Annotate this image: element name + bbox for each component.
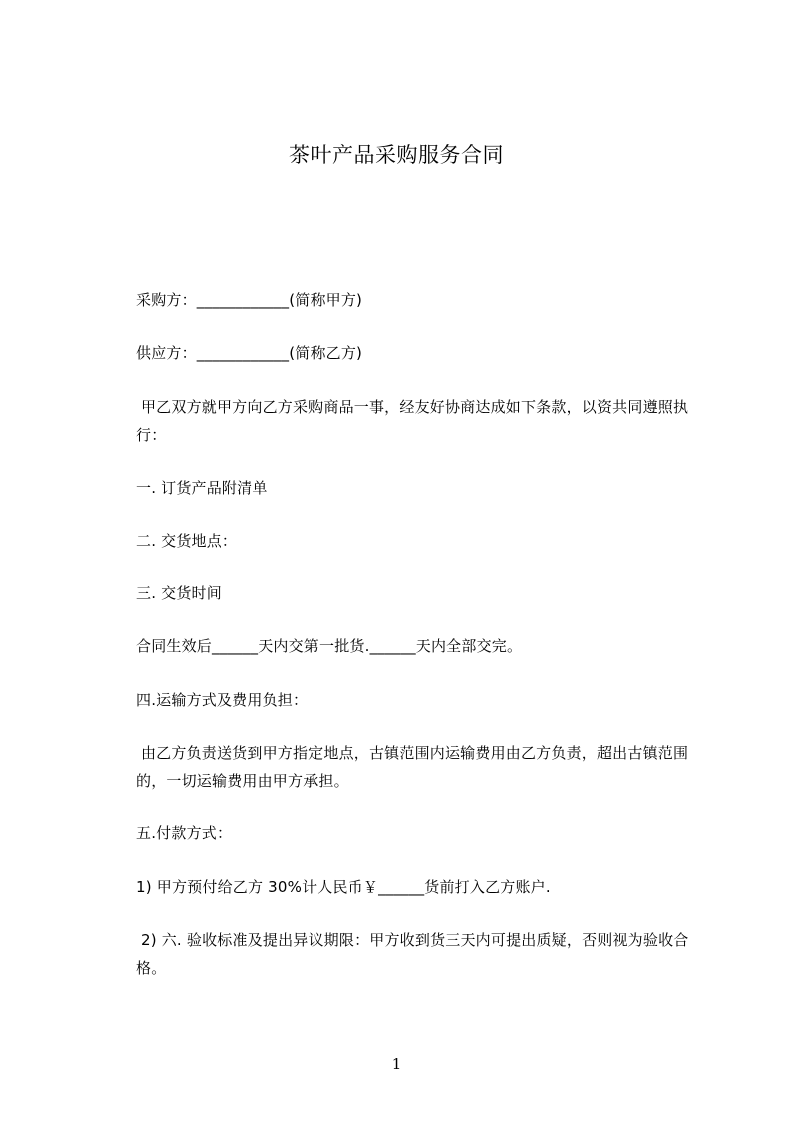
clause-1-heading: 一. 订货产品附清单 xyxy=(136,479,268,497)
buyer-line: 采购方：____________(简称甲方) xyxy=(136,291,363,309)
transport-paragraph: 由乙方负责送货到甲方指定地点，古镇范围内运输费用由乙方负责，超出古镇范围的，一切运输费用由甲方承担。 xyxy=(136,744,689,790)
clause-5-heading: 五.付款方式： xyxy=(136,824,233,842)
payment-item-2: 2) 六. 验收标准及提出异议期限：甲方收到货三天内可提出质疑，否则视为验收合格。 xyxy=(136,931,689,977)
supplier-line: 供应方：____________(简称乙方) xyxy=(136,344,363,362)
clause-2-heading: 二. 交货地点： xyxy=(136,532,238,550)
payment-item-1: 1) 甲方预付给乙方 30%计人民币￥______货前打入乙方账户. xyxy=(136,878,551,896)
clause-4-heading: 四.运输方式及费用负担： xyxy=(136,691,309,709)
clause-3-heading: 三. 交货时间 xyxy=(136,584,222,602)
delivery-time-paragraph: 合同生效后______天内交第一批货.______天内全部交完。 xyxy=(136,637,523,655)
page-number: 1 xyxy=(391,1055,402,1073)
contract-title: 茶叶产品采购服务合同 xyxy=(289,143,504,167)
preamble-paragraph: 甲乙双方就甲方向乙方采购商品一事，经友好协商达成如下条款，以资共同遵照执行： xyxy=(136,398,689,444)
